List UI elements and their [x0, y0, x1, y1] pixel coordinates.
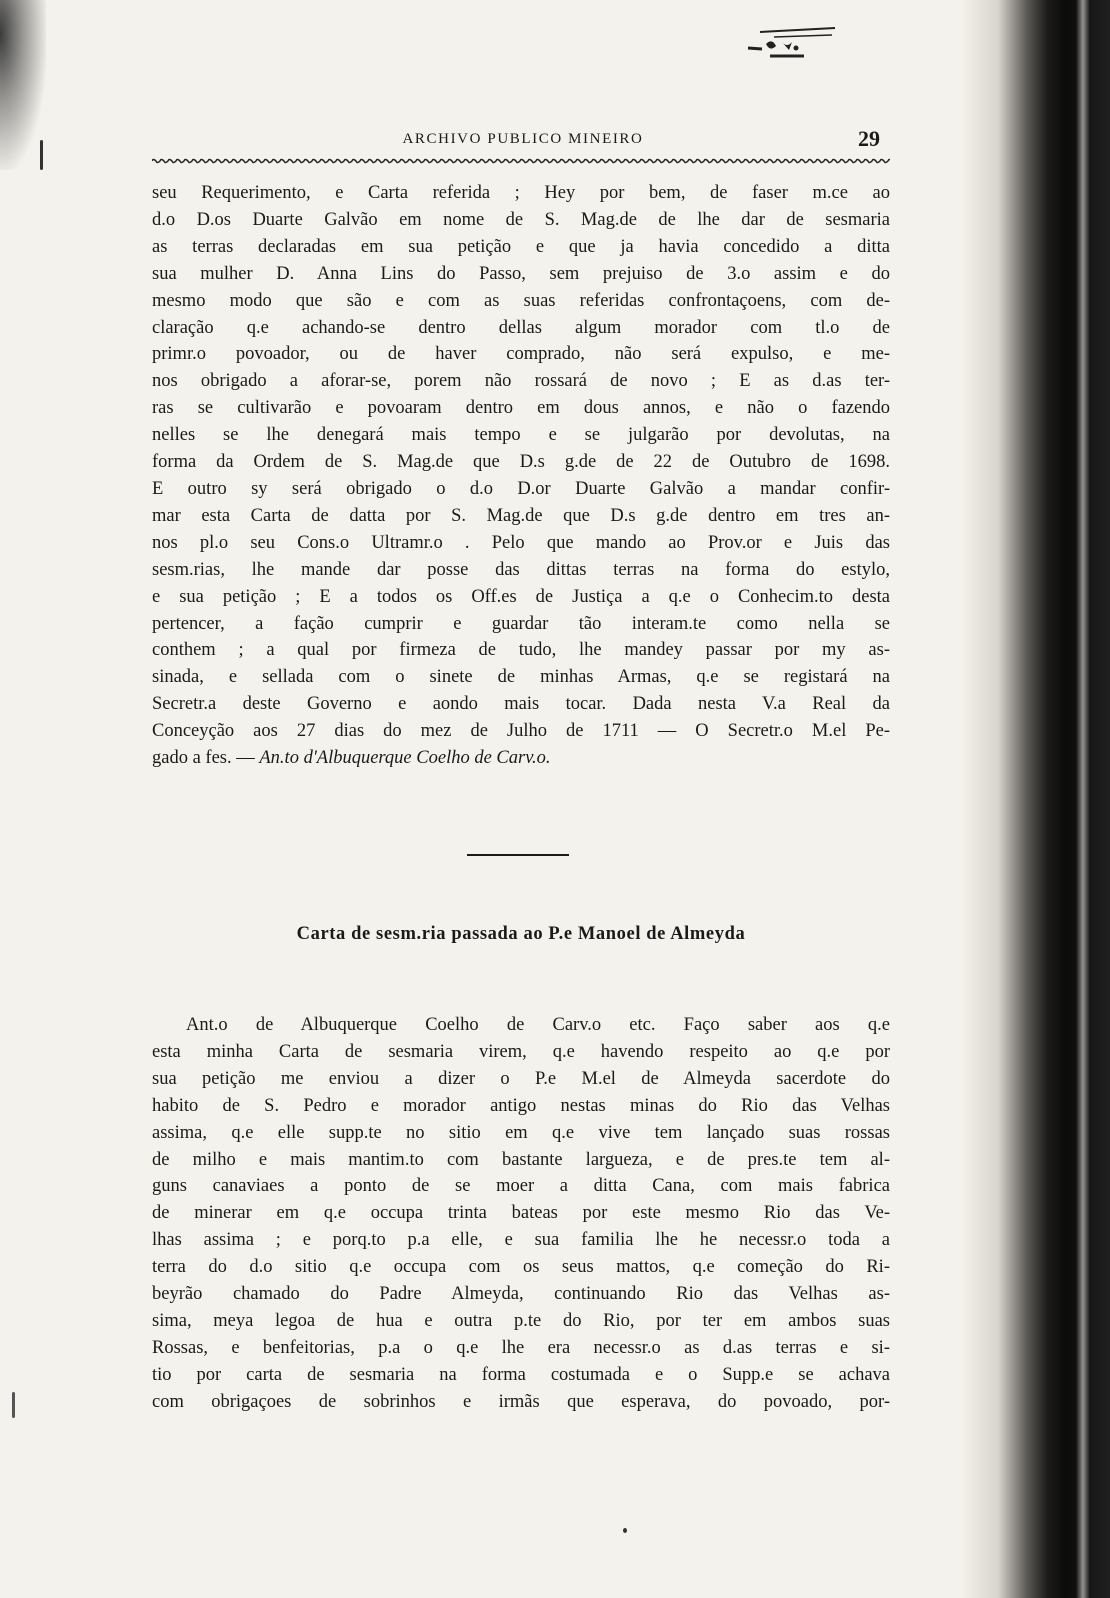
- text-line: tio por carta de sesmaria na forma costumada e o Supp.e se achava: [152, 1364, 890, 1385]
- text-line: de minerar em q.e occupa trinta bateas por este mesmo Rio das Ve-: [152, 1203, 890, 1224]
- text-line: habito de S. Pedro e morador antigo nestas minas do Rio das Velhas: [152, 1095, 890, 1116]
- scan-speck: [623, 1528, 627, 1533]
- running-head: [158, 128, 888, 156]
- text-line: claração q.e achando-se dentro dellas algum morador com tl.o de: [152, 317, 890, 338]
- text-line: sua petição me enviou a dizer o P.e M.el de Almeyda sacerdote do: [152, 1068, 890, 1089]
- text-line: sesm.rias, lhe mande dar posse das dittas terras na forma do estylo,: [152, 559, 890, 580]
- text-line: de milho e mais mantim.to com bastante largueza, e de pres.te tem al-: [152, 1149, 890, 1170]
- closing-prefix: gado a fes. —: [152, 748, 255, 769]
- text-line: sua mulher D. Anna Lins do Passo, sem prejuiso de 3.o assim e do: [152, 263, 890, 284]
- text-line: e sua petição ; E a todos os Off.es de Justiça a q.e o Conhecim.to desta: [152, 586, 890, 607]
- text-line: Ant.o de Albuquerque Coelho de Carv.o etc. Faço saber aos q.e: [186, 1015, 890, 1035]
- text-line: assima, q.e elle supp.te no sitio em q.e vive tem lançado suas rossas: [152, 1122, 890, 1143]
- paragraph: [152, 1012, 890, 1416]
- text-line: guns canaviaes a ponto de se moer a ditta Cana, com mais fabrica: [152, 1176, 890, 1197]
- text-line: mar esta Carta de datta por S. Mag.de que D.s g.de dentro em tres an-: [152, 505, 890, 526]
- scan-speck: [12, 1392, 15, 1418]
- text-line: forma da Ordem de S. Mag.de que D.s g.de de 22 de Outubro de 1698.: [152, 452, 890, 473]
- text-line: conthem ; a qual por firmeza de tudo, lhe mandey passar por my as-: [152, 640, 890, 661]
- section-heading: Carta de sesm.ria passada ao P.e Manoel de Almeyda: [296, 924, 746, 944]
- text-line: primr.o povoador, ou de haver comprado, não será expulso, e me-: [152, 344, 890, 365]
- text-line: beyrão chamado do Padre Almeyda, continuando Rio das Velhas as-: [152, 1284, 890, 1305]
- letter-continuation-text: [152, 180, 890, 772]
- text-line: d.o D.os Duarte Galvão em nome de S. Mag.de de lhe dar de sesmaria: [152, 209, 890, 230]
- text-line: sinada, e sellada com o sinete de minhas Armas, q.e se registará na: [152, 667, 890, 688]
- paragraph: [152, 180, 890, 772]
- sesmaria-letter-text: [152, 1012, 890, 1416]
- text-line: ras se cultivarão e povoaram dentro em dous annos, e não o fazendo: [152, 398, 890, 419]
- printer-ornament-icon: [740, 18, 850, 70]
- text-line: nelles se lhe denegará mais tempo e se julgarão por devolutas, na: [152, 425, 890, 446]
- text-line: seu Requerimento, e Carta referida ; Hey por bem, de faser m.ce ao: [152, 183, 890, 203]
- header-wavy-rule: [152, 157, 890, 165]
- scan-speck: [40, 140, 43, 170]
- running-title: ARCHIVO PUBLICO MINEIRO: [402, 131, 644, 147]
- text-line: mesmo modo que são e com as suas referidas confrontaçoens, com de-: [152, 290, 890, 311]
- text-line: Secretr.a deste Governo e aondo mais tocar. Dada nesta V.a Real da: [152, 694, 890, 715]
- text-line: E outro sy será obrigado o d.o D.or Duarte Galvão a mandar confir-: [152, 478, 890, 499]
- text-line: com obrigaçoes de sobrinhos e irmãs que esperava, do povoado, por-: [152, 1391, 890, 1412]
- closing-line: [152, 745, 890, 772]
- text-line: pertencer, a fação cumprir e guardar tão interam.te como nella se: [152, 613, 890, 634]
- text-line: as terras declaradas em sua petição e que ja havia concedido a ditta: [152, 236, 890, 257]
- text-line: Rossas, e benfeitorias, p.a o q.e lhe era necessr.o as d.as terras e si-: [152, 1337, 890, 1358]
- text-line: esta minha Carta de sesmaria virem, q.e havendo respeito ao q.e por: [152, 1041, 890, 1062]
- text-line: nos obrigado a aforar-se, porem não rossará de novo ; E as d.as ter-: [152, 371, 890, 392]
- binding-highlight: [1076, 0, 1090, 1598]
- section-divider: [467, 854, 569, 856]
- text-line: terra do d.o sitio q.e occupa com os seus mattos, q.e começão do Ri-: [152, 1257, 890, 1278]
- text-line: lhas assima ; e porq.to p.a elle, e sua familia lhe he necessr.o toda a: [152, 1230, 890, 1251]
- text-line: Conceyção aos 27 dias do mez de Julho de 1711 — O Secretr.o M.el Pe-: [152, 721, 890, 742]
- page-number: 29: [858, 126, 880, 151]
- text-line: sima, meya legoa de hua e outra p.te do Rio, por ter em ambos suas: [152, 1310, 890, 1331]
- signature: An.to d'Albuquerque Coelho de Carv.o.: [259, 748, 551, 769]
- text-line: nos pl.o seu Cons.o Ultramr.o . Pelo que mando ao Prov.or e Juis das: [152, 532, 890, 553]
